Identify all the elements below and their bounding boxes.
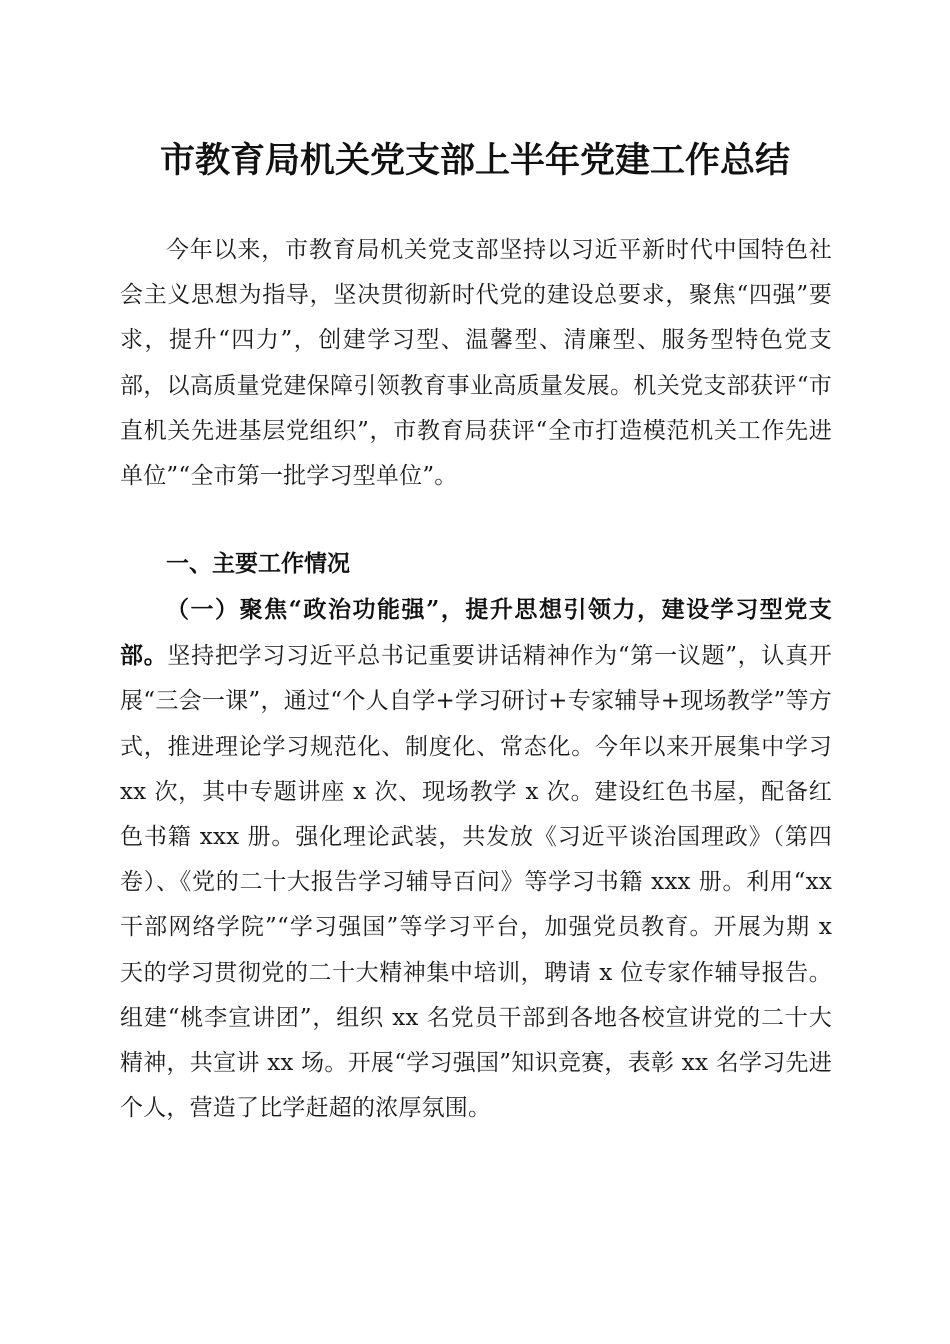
- subsection-body: 坚持把学习习近平总书记重要讲话精神作为“第一议题”，认真开展“三会一课”，通过“个人自学+学习研讨+专家辅导+现场教学”等方式，推进理论学习规范化、制度化、常态化。今年以来开展集中学习 xx 次，其中专题讲座 x 次、现场教学 x 次。建设红色书屋，配备红色书籍 xxx 册。强化理论武装，共发放《习近平谈治国理政》（第四卷）、《党的二十大报告学习辅导百问》等学习书籍 xxx 册。利用“xx 干部网络学院”“学习强国”等学习平台，加强党员教育。开展为期 x 天的学习贯彻党的二十大精神集中培训，聘请 x 位专家作辅导报告。组建“桃李宣讲团”，组织 xx 名党员干部到各地各校宣讲党的二十大精神，共宣讲 xx 场。开展“学习强国”知识竞赛，表彰 xx 名学习先进个人，营造了比学赶超的浓厚氛围。: [120, 643, 832, 1122]
- section-heading: 一、主要工作情况: [166, 551, 350, 577]
- subsection-heading: （一）聚焦“政治功能强”，提升思想引领力，建设学习型党支部。: [120, 596, 832, 670]
- section1-paragraph: [120, 587, 832, 1131]
- intro-paragraph: 今年以来，市教育局机关党支部坚持以习近平新时代中国特色社会主义思想为指导，坚决贯彻新时代党的建设总要求，聚焦“四强”要求，提升“四力”，创建学习型、温馨型、清廉型、服务型特色党支部，以高质量党建保障引领教育事业高质量发展。机关党支部获评“市直机关先进基层党组织”，市教育局获评“全市打造模范机关工作先进单位”“全市第一批学习型单位”。: [120, 237, 832, 490]
- document-title: 市教育局机关党支部上半年党建工作总结: [159, 140, 790, 181]
